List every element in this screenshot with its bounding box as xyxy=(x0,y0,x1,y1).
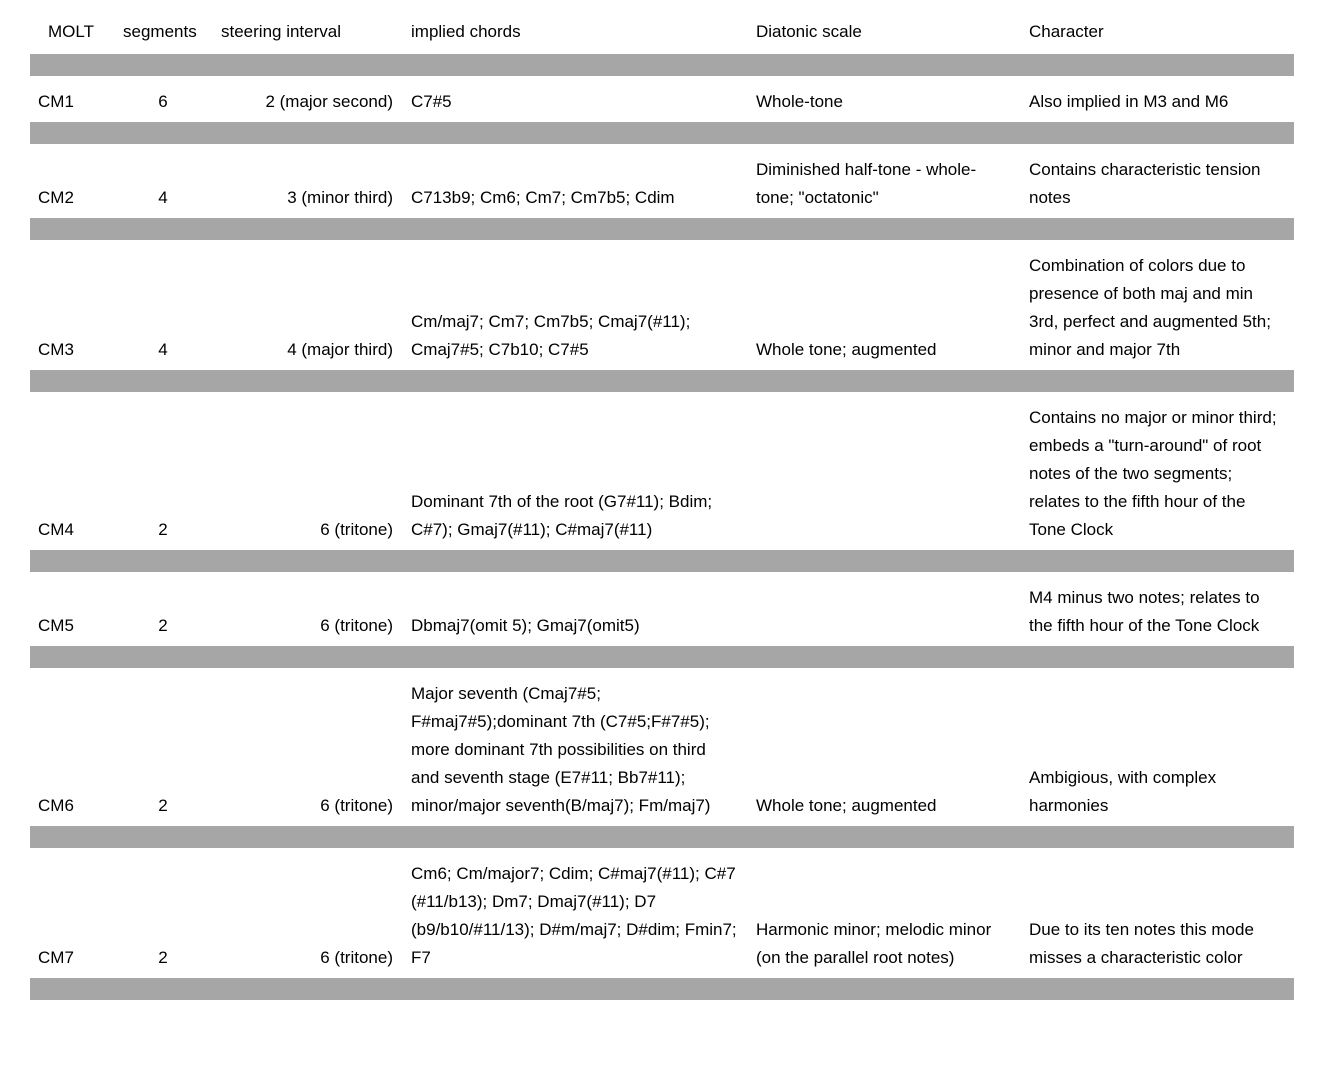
separator-bar xyxy=(30,218,1294,240)
cell-steering-interval: 4 (major third) xyxy=(287,340,393,359)
cell-implied-chords: Major seventh (Cmaj7#5; F#maj7#5);dominant 7th (C7#5;F#7#5); more dominant 7th possibilities on third and seventh stage (E7#11; Bb7#11); minor/major seventh(B/maj7); Fm/maj7) xyxy=(411,684,711,815)
column-header-character: Character xyxy=(1029,22,1104,41)
cell-steering-interval: 3 (minor third) xyxy=(287,188,393,207)
cell-segments: 2 xyxy=(158,948,168,967)
separator-bar xyxy=(30,370,1294,392)
cell-character: M4 minus two notes; relates to the fifth hour of the Tone Clock xyxy=(1029,588,1260,635)
table-row-cm4 xyxy=(30,392,1294,550)
separator-bar xyxy=(30,978,1294,1000)
separator-bar-fill xyxy=(30,826,1294,848)
cell-segments: 2 xyxy=(158,520,168,539)
separator-bar-fill xyxy=(30,978,1294,1000)
table-row-cm1 xyxy=(30,76,1294,122)
cell-character: Ambigious, with complex harmonies xyxy=(1029,768,1217,815)
cell-character: Contains no major or minor third; embeds a "turn-around" of root notes of the two segments; relates to the fifth hour of the Tone Clock xyxy=(1029,408,1277,539)
separator-bar xyxy=(30,550,1294,572)
separator-bar xyxy=(30,54,1294,76)
cell-molt: CM3 xyxy=(38,340,74,359)
table-row-cm3 xyxy=(30,240,1294,370)
separator-bar-fill xyxy=(30,550,1294,572)
separator-bar-fill xyxy=(30,370,1294,392)
table-row-cm6 xyxy=(30,668,1294,826)
cell-implied-chords: Cm/maj7; Cm7; Cm7b5; Cmaj7(#11); Cmaj7#5; C7b10; C7#5 xyxy=(411,312,691,359)
column-header-segments: segments xyxy=(123,22,197,41)
cell-character: Combination of colors due to presence of both maj and min 3rd, perfect and augmented 5th; minor and major 7th xyxy=(1029,256,1271,359)
table-row-cm5 xyxy=(30,572,1294,646)
cell-implied-chords: Dominant 7th of the root (G7#11); Bdim; C#7); Gmaj7(#11); C#maj7(#11) xyxy=(411,492,713,539)
cell-molt: CM1 xyxy=(38,92,74,111)
cell-steering-interval: 6 (tritone) xyxy=(320,948,393,967)
column-header-implied-chords: implied chords xyxy=(411,22,521,41)
cell-implied-chords: Cm6; Cm/major7; Cdim; C#maj7(#11); C#7 (#11/b13); Dm7; Dmaj7(#11); D7 (b9/b10/#11/13); D#m/maj7; D#dim; Fmin7; F7 xyxy=(411,864,737,967)
separator-bar xyxy=(30,826,1294,848)
cell-character: Due to its ten notes this mode misses a characteristic color xyxy=(1029,920,1254,967)
cell-implied-chords: Dbmaj7(omit 5); Gmaj7(omit5) xyxy=(411,616,640,635)
separator-bar-fill xyxy=(30,218,1294,240)
column-header-molt: MOLT xyxy=(48,22,94,41)
cell-segments: 4 xyxy=(158,340,168,359)
cell-steering-interval: 6 (tritone) xyxy=(320,520,393,539)
molt-modes-table xyxy=(30,14,1294,1000)
cell-molt: CM2 xyxy=(38,188,74,207)
table-row-cm2 xyxy=(30,144,1294,218)
cell-molt: CM5 xyxy=(38,616,74,635)
cell-segments: 2 xyxy=(158,616,168,635)
cell-diatonic-scale: Whole tone; augmented xyxy=(756,340,937,359)
cell-molt: CM7 xyxy=(38,948,74,967)
cell-implied-chords: C713b9; Cm6; Cm7; Cm7b5; Cdim xyxy=(411,188,675,207)
table-row-cm7 xyxy=(30,848,1294,978)
cell-diatonic-scale: Harmonic minor; melodic minor (on the parallel root notes) xyxy=(756,920,992,967)
separator-bar-fill xyxy=(30,646,1294,668)
separator-bar xyxy=(30,646,1294,668)
cell-diatonic-scale xyxy=(748,572,1021,646)
cell-diatonic-scale: Whole tone; augmented xyxy=(756,796,937,815)
cell-segments: 2 xyxy=(158,796,168,815)
header-row xyxy=(30,14,1294,54)
column-header-diatonic-scale: Diatonic scale xyxy=(756,22,862,41)
column-header-steering-interval: steering interval xyxy=(221,22,342,41)
cell-segments: 4 xyxy=(158,188,168,207)
cell-steering-interval: 6 (tritone) xyxy=(320,796,393,815)
cell-diatonic-scale: Whole-tone xyxy=(756,92,843,111)
cell-steering-interval: 6 (tritone) xyxy=(320,616,393,635)
cell-diatonic-scale xyxy=(748,392,1021,550)
separator-bar-fill xyxy=(30,54,1294,76)
separator-bar-fill xyxy=(30,122,1294,144)
cell-character: Also implied in M3 and M6 xyxy=(1029,92,1229,111)
cell-steering-interval: 2 (major second) xyxy=(265,92,393,111)
cell-implied-chords: C7#5 xyxy=(411,92,452,111)
cell-molt: CM6 xyxy=(38,796,74,815)
cell-segments: 6 xyxy=(158,92,168,111)
cell-molt: CM4 xyxy=(38,520,74,539)
cell-diatonic-scale: Diminished half-tone - whole-tone; "octatonic" xyxy=(756,160,977,207)
separator-bar xyxy=(30,122,1294,144)
cell-character: Contains characteristic tension notes xyxy=(1029,160,1261,207)
